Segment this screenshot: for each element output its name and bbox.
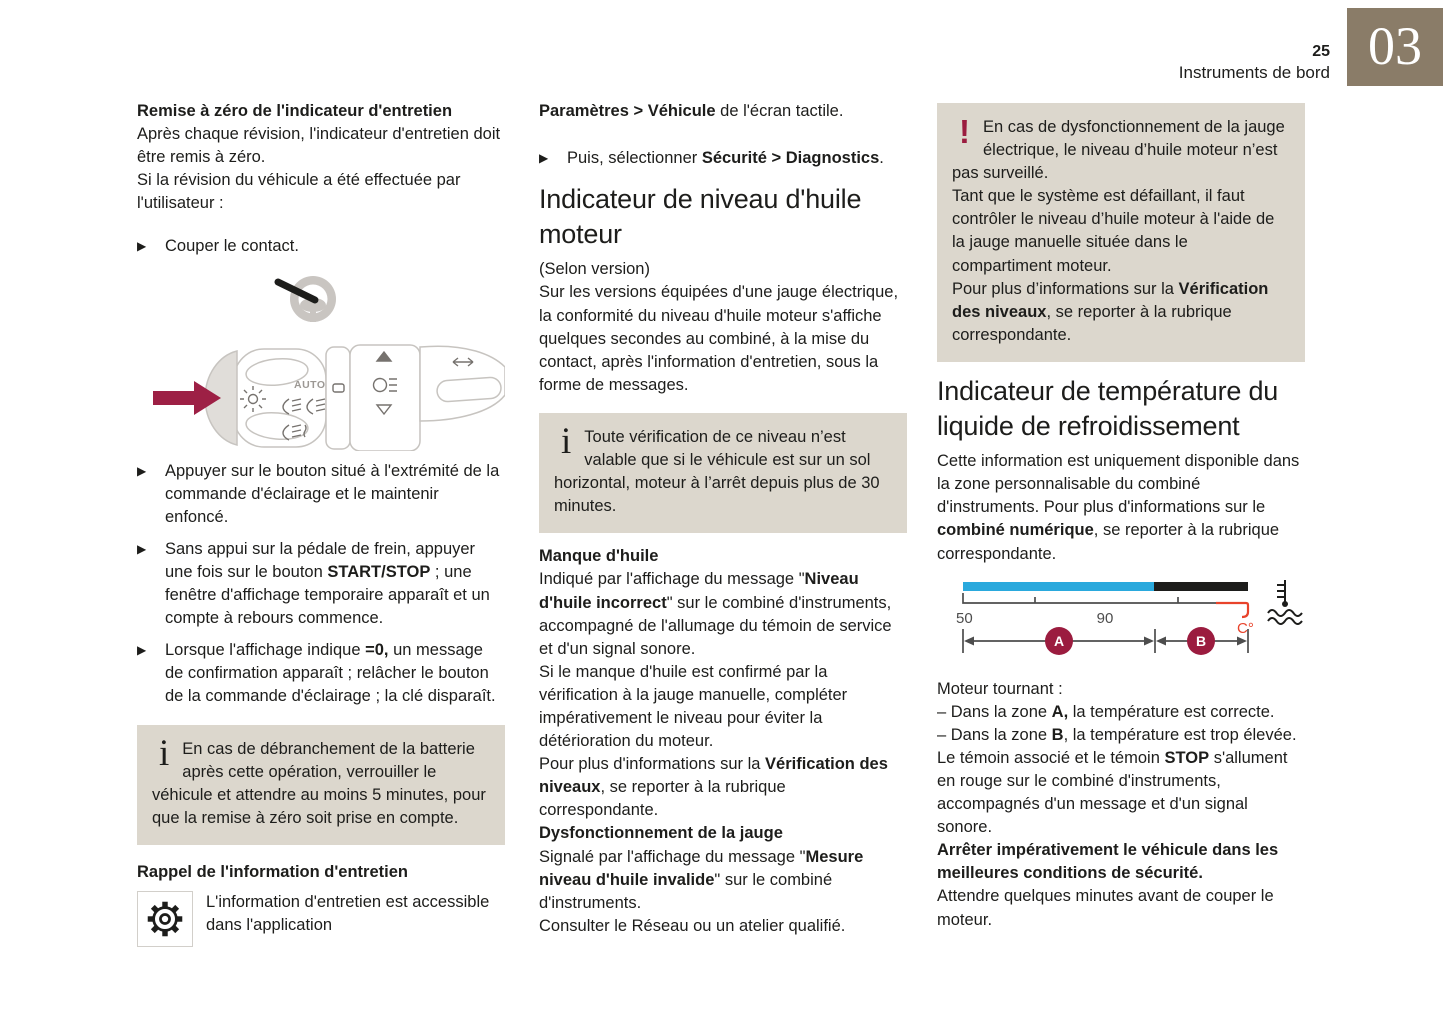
- info-box-text: En cas de débranchement de la batterie après cette opération, verrouiller le véhicule et attendre au moins 5 minutes, pour que la remise à zéro soit prise en compte.: [152, 739, 486, 827]
- page-header: [1179, 42, 1330, 85]
- chapter-number-box: [1347, 8, 1443, 86]
- celsius-label: C°: [1237, 619, 1254, 637]
- chapter-number: 03: [1368, 16, 1422, 77]
- bullet-arrow-icon: ▶: [137, 463, 147, 478]
- steering-wheel-icon: [278, 276, 336, 322]
- info-box: [539, 413, 907, 533]
- heading-coolant-temperature: Indicateur de température du liquide de refroidissement: [937, 375, 1279, 442]
- paragraph: Si le manque d'huile est confirmé par la vérification à la jauge manuelle, compléter impérativement le niveau pour éviter la détérioration du moteur.: [539, 662, 848, 751]
- paragraph: Paramètres > Véhicule de l'écran tactile.: [539, 102, 844, 120]
- instruction-bullet: [539, 147, 907, 170]
- tick-label-90: 90: [1096, 609, 1114, 627]
- paragraph: (Selon version): [539, 260, 650, 279]
- paragraph: Cette information est uniquement disponible dans la zone personnalisable du combiné d'instruments. Pour plus d'informations sur le combiné numérique, se reporter à la rubrique correspondante.: [937, 452, 1300, 563]
- column-middle: [539, 100, 907, 938]
- heading-reset-indicator: Remise à zéro de l'indicateur d'entretien: [137, 102, 453, 120]
- bullet-arrow-icon: ▶: [137, 643, 147, 658]
- coolant-temperature-icon: [1268, 580, 1302, 624]
- info-icon: i: [561, 420, 572, 462]
- instruction-bullet: [137, 235, 505, 258]
- paragraph: Indiqué par l'affichage du message "Niveau d'huile incorrect" sur le combiné d'instruments, accompagné de l'allumage du témoin de service et d'un signal sonore.: [539, 570, 892, 658]
- paragraph: Pour plus d'informations sur la Vérification des niveaux, se reporter à la rubrique correspondante.: [539, 755, 888, 820]
- bullet-text: Appuyer sur le bouton situé à l'extrémité de la commande d'éclairage et le maintenir enfoncé.: [165, 461, 500, 526]
- column-left: [137, 100, 505, 947]
- gauge-axis: [963, 593, 1216, 603]
- paragraph: Moteur tournant :: [937, 679, 1063, 698]
- zone-b-label: B: [1195, 632, 1207, 649]
- instruction-bullet: [137, 639, 505, 708]
- info-icon: i: [159, 732, 170, 774]
- paragraph-warning-stop: Arrêter impérativement le véhicule dans les meilleures conditions de sécurité.: [937, 841, 1279, 883]
- warning-box: [937, 103, 1305, 362]
- bullet-text: Sans appui sur la pédale de frein, appuyer une fois sur le bouton START/STOP ; une fenêtre d'affichage temporaire apparaît et un compte à rebours commence.: [165, 539, 490, 628]
- light-stalk-figure: [137, 263, 505, 451]
- auto-label: AUTO: [294, 378, 326, 391]
- gauge-axis-red-zone: [1216, 603, 1248, 617]
- bullet-text: Puis, sélectionner Sécurité > Diagnostics.: [567, 149, 884, 168]
- paragraph: Signalé par l'affichage du message "Mesure niveau d'huile invalide" sur le combiné d'instruments.: [539, 847, 864, 912]
- temperature-gauge-figure: [937, 576, 1305, 674]
- stalk-body: [205, 345, 505, 451]
- warning-text: Pour plus d’informations sur la Vérification des niveaux, se reporter à la rubrique correspondante.: [952, 279, 1269, 344]
- gear-icon: [145, 899, 185, 939]
- bullet-arrow-icon: ▶: [137, 239, 147, 254]
- paragraph: Après chaque révision, l'indicateur d'entretien doit être remis à zéro.: [137, 125, 501, 167]
- zone-a-label: A: [1053, 632, 1065, 649]
- warning-text: En cas de dysfonctionnement de la jauge électrique, le niveau d’huile moteur n’est pas surveillé.: [952, 118, 1285, 183]
- instruction-bullet: [137, 460, 505, 529]
- instruction-bullet: [137, 538, 505, 630]
- paragraph: Sur les versions équipées d'une jauge électrique, la conformité du niveau d'huile moteur s'affiche quelques secondes au combiné, à la mise du contact, après l'information d'entretien, sous la forme de messages.: [539, 283, 899, 394]
- warning-text: Tant que le système est défaillant, il faut contrôler le niveau d’huile moteur à l'aide de la jauge manuelle située dans le compartiment moteur.: [952, 187, 1275, 275]
- gauge-bar-normal: [963, 582, 1154, 591]
- bullet-text: Couper le contact.: [165, 237, 299, 256]
- heading-oil-shortage: Manque d'huile: [539, 547, 659, 566]
- paragraph: – Dans la zone B, la température est trop élevée. Le témoin associé et le témoin STOP s'allument en rouge sur le combiné d'instruments, accompagnés d'un message et d'un signal sonore.: [937, 725, 1297, 837]
- info-box-text: Toute vérification de ce niveau n’est valable que si le véhicule est sur un sol horizontal, moteur à l’arrêt depuis plus de 30 minutes.: [554, 427, 880, 516]
- paragraph: Si la révision du véhicule a été effectuée par l'utilisateur :: [137, 171, 461, 213]
- heading-service-reminder: Rappel de l'information d'entretien: [137, 862, 408, 881]
- bullet-arrow-icon: ▶: [137, 541, 147, 556]
- info-box: [137, 725, 505, 845]
- heading-oil-level: Indicateur de niveau d'huile moteur: [539, 184, 862, 250]
- heading-gauge-malfunction: Dysfonctionnement de la jauge: [539, 824, 783, 843]
- tick-label-50: 50: [956, 609, 973, 627]
- paragraph: Attendre quelques minutes avant de couper le moteur.: [937, 887, 1274, 929]
- temperature-gauge-illustration: [937, 576, 1305, 674]
- light-stalk-illustration: [137, 263, 505, 451]
- page-number: 25: [1312, 43, 1330, 60]
- column-right: [937, 100, 1305, 932]
- service-reminder-text: L'information d'entretien est accessible dans l'application: [206, 892, 490, 935]
- gauge-bar-high: [1154, 582, 1248, 591]
- paragraph: – Dans la zone A, la température est correcte.: [937, 702, 1275, 721]
- gear-icon-box: [137, 891, 193, 947]
- bullet-text: Lorsque l'affichage indique =0, un message de confirmation apparaît ; relâcher le bouton de la commande d'éclairage ; la clé disparaît.: [165, 641, 496, 706]
- service-reminder-row: [137, 891, 505, 947]
- warning-icon: !: [959, 113, 970, 150]
- paragraph: Consulter le Réseau ou un atelier qualifié.: [539, 916, 846, 935]
- bullet-arrow-icon: ▶: [539, 151, 549, 166]
- chapter-title: Instruments de bord: [1178, 63, 1330, 83]
